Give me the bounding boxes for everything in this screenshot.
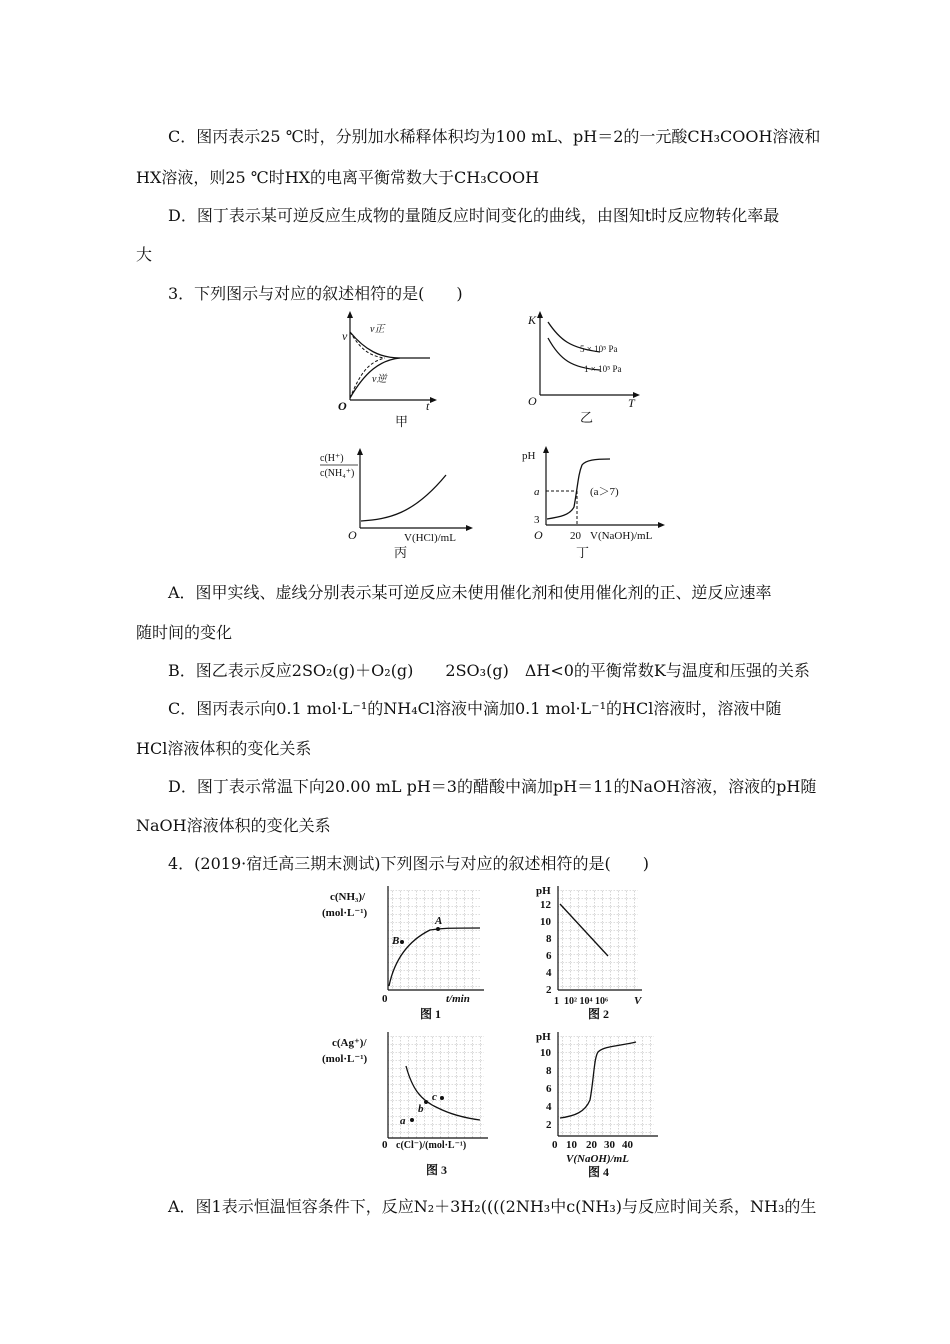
jia-y-label: v xyxy=(342,329,348,343)
fig4-y-label: pH xyxy=(536,1031,551,1043)
fig1-point-b: B xyxy=(392,935,400,947)
text-line-6: A．图甲实线、虚线分别表示某可逆反应未使用催化剂和使用催化剂的正、逆反应速率 xyxy=(168,583,772,602)
fig2-xticks: 1 10² 10⁴ 10⁶ xyxy=(554,996,608,1007)
yi-y-label: K xyxy=(528,313,537,327)
text-line-1: C．图丙表示25 ℃时，分别加水稀释体积均为100 mL、pH＝2的一元酸CH₃COOH溶液和 xyxy=(168,127,821,146)
fig4-xtick-40: 40 xyxy=(622,1139,633,1151)
fig1-y-label-2: (mol·L⁻¹) xyxy=(322,907,368,919)
text-line-9: C．图丙表示向0.1 mol·L⁻¹的NH₄Cl溶液中滴加0.1 mol·L⁻¹的HCl溶液时，溶液中随 xyxy=(168,699,782,718)
fig2-ytick-12: 12 xyxy=(540,899,551,911)
text-line-3: D．图丁表示某可逆反应生成物的量随反应时间变化的曲线，由图知t时反应物转化率最 xyxy=(168,206,780,225)
bing-y-denominator: c(NH₄⁺) xyxy=(320,468,355,479)
fig2-ytick-4: 4 xyxy=(546,967,552,979)
fig4-caption: 图 4 xyxy=(588,1165,610,1179)
fig1-x-label: t/min xyxy=(446,993,470,1005)
yi-pressure-2: 1 × 10⁵ Pa xyxy=(584,364,622,374)
fig4-ytick-4: 4 xyxy=(546,1101,552,1113)
yi-origin: O xyxy=(528,394,537,408)
figure-bing xyxy=(318,445,478,565)
figure-ding xyxy=(520,445,680,565)
text-line-7: 随时间的变化 xyxy=(136,623,233,642)
fig4-xtick-0: 0 xyxy=(552,1139,558,1151)
fig4-xtick-20: 20 xyxy=(586,1139,597,1151)
fig4-xtick-30: 30 xyxy=(604,1139,615,1151)
fig2-ytick-6: 6 xyxy=(546,950,552,962)
bing-caption: 丙 xyxy=(394,545,408,560)
text-line-10: HCl溶液体积的变化关系 xyxy=(136,739,312,758)
bing-origin: O xyxy=(348,528,357,542)
bing-x-label: V(HCl)/mL xyxy=(404,532,456,544)
text-line-4: 大 xyxy=(136,245,153,264)
fig2-caption: 图 2 xyxy=(588,1007,610,1021)
fig4-ytick-2: 2 xyxy=(546,1119,552,1131)
ding-note: (a＞7) xyxy=(590,486,619,498)
ding-y-label: pH xyxy=(522,450,536,462)
fig2-ytick-8: 8 xyxy=(546,933,552,945)
figure-jia xyxy=(330,310,450,430)
fig4-ytick-10: 10 xyxy=(540,1047,551,1059)
fig3-point-c: c xyxy=(432,1091,437,1103)
fig4-x-label: V(NaOH)/mL xyxy=(566,1153,629,1165)
figure-yi xyxy=(520,310,650,430)
fig4-xtick-10: 10 xyxy=(566,1139,577,1151)
yi-pressure-1: 5 × 10⁵ Pa xyxy=(580,344,618,354)
fig2-y-label: pH xyxy=(536,885,551,897)
fig2-ytick-10: 10 xyxy=(540,916,551,928)
figure-1 xyxy=(320,882,490,1022)
jia-caption: 甲 xyxy=(395,414,409,429)
fig1-y-label-1: c(NH₃)/ xyxy=(330,891,366,903)
figure-3 xyxy=(320,1028,495,1188)
question-3-stem: 3．下列图示与对应的叙述相符的是( ) xyxy=(168,284,463,303)
fig1-caption: 图 1 xyxy=(420,1007,442,1021)
figure-2 xyxy=(530,882,660,1022)
jia-origin: O xyxy=(338,399,347,413)
jia-x-label: t xyxy=(426,399,430,413)
fig1-origin: 0 xyxy=(382,993,388,1005)
text-line-11: D．图丁表示常温下向20.00 mL pH＝3的醋酸中滴加pH＝11的NaOH溶液，溶液的pH随 xyxy=(168,777,817,796)
fig3-y-label-1: c(Ag⁺)/ xyxy=(332,1037,367,1049)
fig3-origin: 0 xyxy=(382,1139,388,1151)
yi-x-label: T xyxy=(628,396,635,410)
question-4-stem: 4．(2019·宿迁高三期末测试)下列图示与对应的叙述相符的是( ) xyxy=(168,854,649,873)
fig3-point-b: b xyxy=(418,1103,424,1115)
fig1-point-a: A xyxy=(435,915,443,927)
text-line-8: B．图乙表示反应2SO₂(g)＋O₂(g) 2SO₃(g) ΔH<0的平衡常数K与温度和压强的关系 xyxy=(168,661,810,680)
figure-4 xyxy=(530,1028,680,1188)
fig4-ytick-8: 8 xyxy=(546,1065,552,1077)
ding-x-label: V(NaOH)/mL xyxy=(590,530,653,542)
fig2-x-label: V xyxy=(634,995,642,1007)
ding-origin: O xyxy=(534,528,543,542)
text-line-2: HX溶液，则25 ℃时HX的电离平衡常数大于CH₃COOH xyxy=(136,168,540,187)
fig3-caption: 图 3 xyxy=(426,1163,448,1177)
fig3-y-label-2: (mol·L⁻¹) xyxy=(322,1053,368,1065)
fig2-ytick-2: 2 xyxy=(546,984,552,996)
jia-vzheng-label: v正 xyxy=(370,324,385,335)
bing-y-numerator: c(H⁺) xyxy=(320,453,344,464)
yi-caption: 乙 xyxy=(580,410,594,425)
fig4-ytick-6: 6 xyxy=(546,1083,552,1095)
ding-three-tick: 3 xyxy=(534,514,540,526)
ding-twenty-tick: 20 xyxy=(570,530,581,542)
text-line-14: A．图1表示恒温恒容条件下，反应N₂＋3H₂((((2NH₃中c(NH₃)与反应时间关系，NH₃的生 xyxy=(168,1197,817,1216)
text-line-12: NaOH溶液体积的变化关系 xyxy=(136,816,331,835)
fig3-point-a: a xyxy=(400,1115,406,1127)
fig3-x-label: c(Cl⁻)/(mol·L⁻¹) xyxy=(396,1140,467,1151)
jia-vni-label: v逆 xyxy=(372,374,387,385)
ding-caption: 丁 xyxy=(576,545,590,560)
ding-a-tick: a xyxy=(534,486,540,498)
